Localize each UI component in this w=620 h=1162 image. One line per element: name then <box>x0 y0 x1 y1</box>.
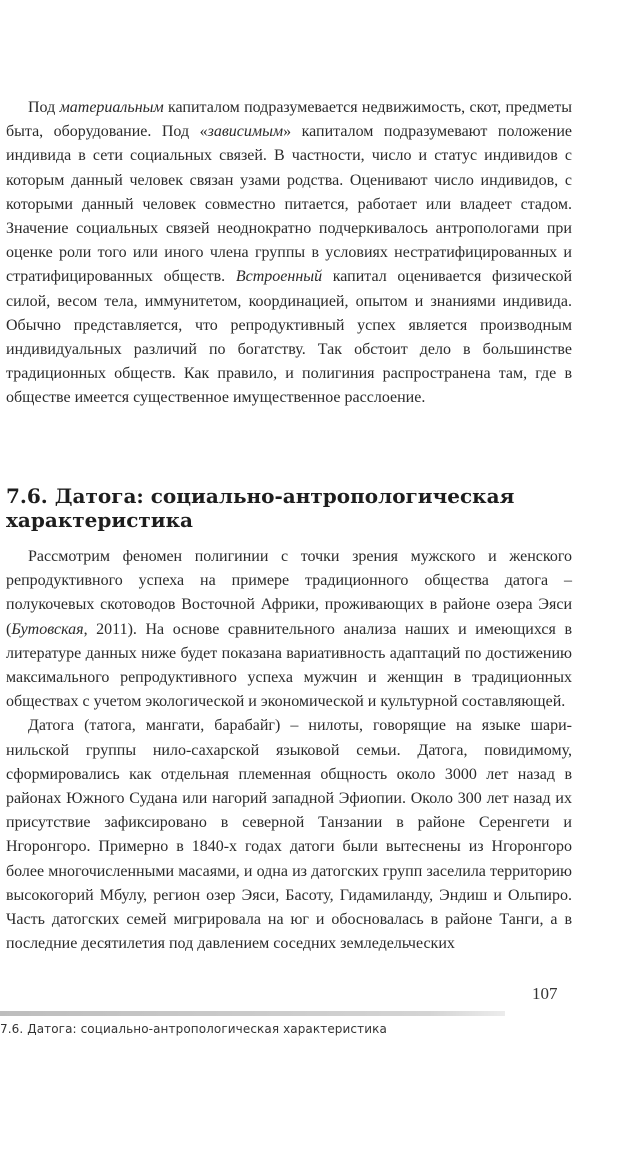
italic-term: материальным <box>59 99 164 116</box>
text-run: Рассмотрим феномен полигинии с точки зрения мужского и женского репродуктивного успеха на примере традиционного общества датога – полукочевых скотоводов Восточной Африки, проживающих в районе озера Эяси ( <box>6 548 572 638</box>
body-text-top <box>6 96 572 411</box>
italic-term: Встроенный <box>235 268 323 286</box>
body-text-bottom <box>6 545 572 956</box>
text-run: Под <box>28 99 60 116</box>
text-run: капиталом подразумевается недвижимость, скот, предметы быта, оборудование. Под « <box>6 99 573 141</box>
footer-rule <box>0 1011 505 1016</box>
text-run: , 2011). На основе сравнительного анализа наших и имеющихся в литературе данных ниже будет показана вариативность адаптаций по достижению максимального репродуктивного успеха мужчин и женщин в традиционных обществах с учетом экологической и экономической и культурной составляющей. <box>6 620 572 711</box>
running-footer: 7.6. Датога: социально-антропологическая характеристика <box>0 1022 387 1036</box>
italic-term: зависимым <box>207 123 284 141</box>
paragraph-capital-types <box>6 96 572 411</box>
paragraph-polygyny-study <box>6 545 572 714</box>
page-number: 107 <box>532 984 558 1003</box>
italic-citation: Бутовская <box>11 620 84 638</box>
section-heading: 7.6. Датога: социально-антропологическая характеристика <box>6 484 515 532</box>
paragraph-datoga-history: Датога (татога, мангати, барабайг) – нилоты, говорящие на языке шари-нильской группы нило-сахарской языковой семьи. Датога, повидимому, сформировались как отдельная племенная общность около 3000 лет назад в районах Южного Судана или нагорий западной Эфиопии. Около 300 лет назад их присутствие зафиксировано в северной Танзании в районе Серенгети и Нгоронгоро. Примерно в 1840-х годах датоги были вытеснены из Нгоронгоро более многочисленными масаями, и одна из датогских групп заселила территорию высокогорий Мбулу, регион озер Эяси, Басоту, Гидамиланду, Эндиш и Ольпиро. Часть датогских семей мигрировала на юг и обосновалась в районе Танги, а в последние десятилетия под давлением соседних земледельческих <box>6 717 572 953</box>
text-run: капитал оценивается физической силой, весом тела, иммунитетом, координацией, опытом и знаниями индивида. Обычно представляется, что репродуктивный успех является производным индивидуальных различий по богатству. Так обстоит дело в большинстве традиционных обществ. Как правило, и полигиния распространена там, где в обществе имеется существенное имущественное расслоение. <box>6 268 573 407</box>
text-run: » капиталом подразумевают положение индивида в сети социальных связей. В частности, число и статус индивидов с которым данный человек связан узами родства. Оценивают число индивидов, с которыми данный человек совместно питается, работает или владеет стадом. Значение социальных связей неоднократно подчеркивалось антропологами при оценке роли того или иного члена группы в условиях нестратифицированных и стратифицированных обществ. <box>6 123 572 286</box>
